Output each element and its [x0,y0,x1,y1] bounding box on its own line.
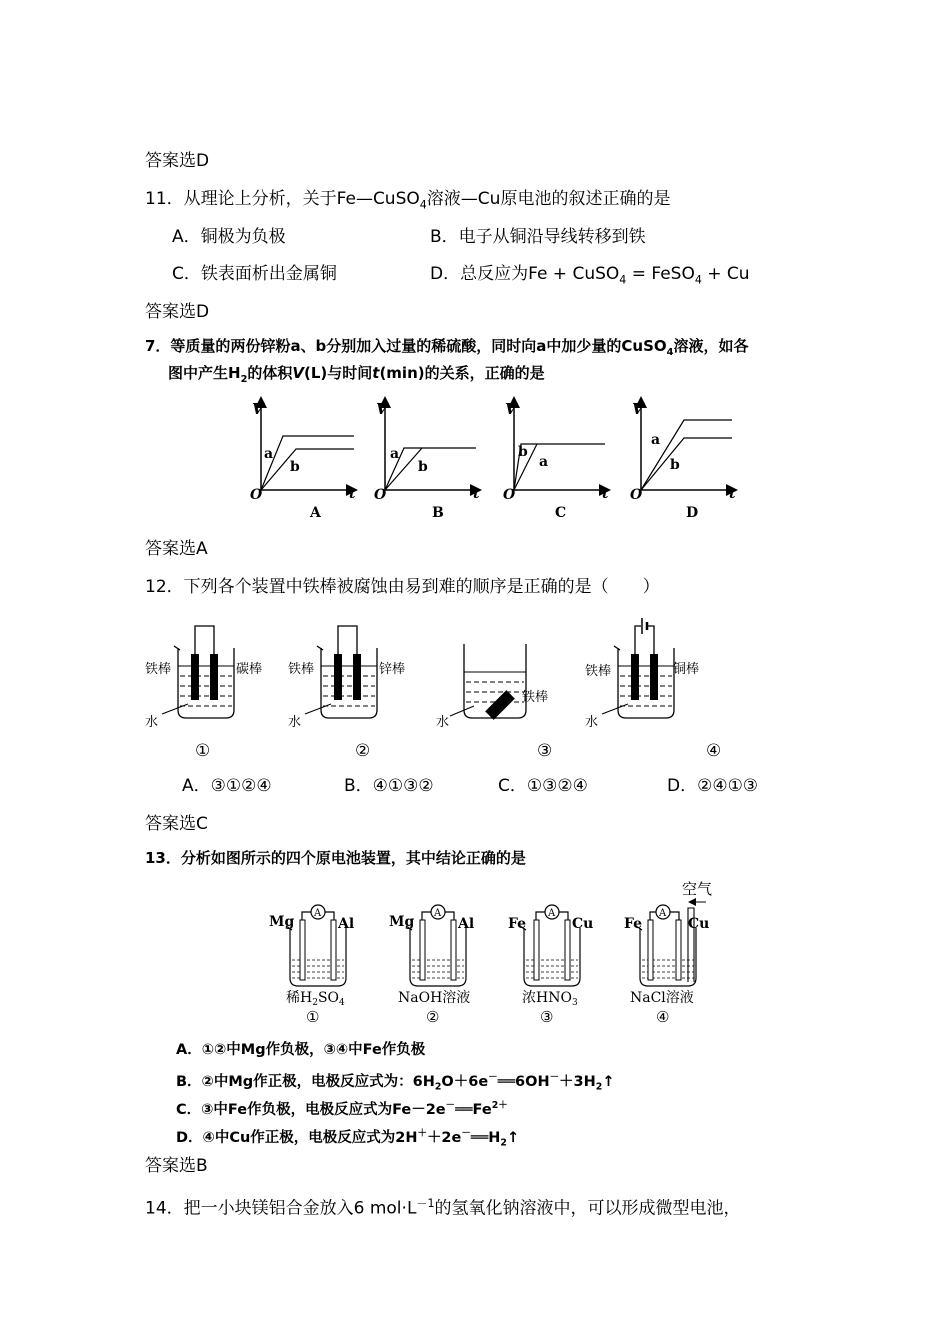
q14-stem: 14．把一小块镁铝合金放入6 $mol\cdot L^{-1}$的氢氧化钠溶液中，可以形成微型电池， [145,1197,741,1219]
q7-graph-b [366,396,491,521]
left-rod-label: 铁棒 [585,664,612,679]
graph-x-label: t [602,486,609,502]
curve-label-upper: a [264,446,274,462]
ammeter-label: A [314,908,322,919]
q12-option-a: A．③①②④ [182,776,272,796]
q11-option-b: B．电子从铜沿导线转移到铁 [430,227,646,247]
graph-x-label: t [349,486,356,502]
water-label: 水 [436,715,450,730]
solution-label: NaCl溶液 [630,990,694,1006]
right-rod-label: 锌棒 [379,662,406,677]
q13-option-b: B．②中Mg作正极，电极反应式为：$6H_2O+6e^-══6OH^-+3H_2↑$ [176,1072,615,1093]
graph-caption: D [686,505,699,521]
curve-label-lower: b [290,459,300,475]
graph-y-label: V [376,400,388,418]
graph-origin: O [374,487,387,503]
right-electrode-label: Cu [688,916,710,932]
graph-origin: O [630,487,643,503]
q13-option-c: C．③中Fe作负极，电极反应式为$Fe-2e^-══Fe^{2+}$ [176,1100,508,1118]
rod-label: 铁棒 [522,690,549,705]
graph-caption: B [432,505,444,521]
q7-graph-a [242,396,367,521]
cell-number: ① [306,1008,320,1026]
q12-option-d: D．②④①③ [667,776,759,796]
graph-y-label: V [252,400,264,418]
graph-caption: C [555,505,567,521]
left-electrode-label: Fe [624,916,643,932]
right-rod-label: 铜棒 [673,662,700,677]
air-label: 空气 [682,880,713,898]
q13-cell-4 [614,872,734,1028]
water-label: 水 [585,715,599,730]
q7-answer: 答案选A [145,539,208,559]
graph-y-label: V [505,400,517,418]
q12-device-2 [283,618,418,763]
graph-y-label: V [632,400,644,418]
left-rod-label: 铁棒 [288,662,315,677]
right-electrode-label: Al [458,916,475,932]
curve-label-lower: b [670,457,680,473]
ammeter-label: A [434,908,442,919]
graph-x-label: t [729,486,736,502]
q12-stem: 12．下列各个装置中铁棒被腐蚀由易到难的顺序是正确的是（ ） [145,577,660,597]
ammeter-label: A [548,908,556,919]
q13-option-a: A．①②中Mg作负极，③④中Fe作负极 [176,1042,426,1058]
q11-option-a: A．铜极为负极 [172,227,286,247]
q13-cell-1 [264,898,364,1028]
q11-option-c: C．铁表面析出金属铜 [172,264,337,284]
solution-label: 稀$H_2SO_4$ [286,990,345,1008]
q12-option-c: C．①③②④ [498,776,588,796]
left-electrode-label: Mg [269,914,295,930]
cell-number: ② [426,1008,440,1026]
curve-label-lower: b [418,459,428,475]
q13-stem: 13．分析如图所示的四个原电池装置，其中结论正确的是 [145,849,526,867]
right-rod-label: 碳棒 [236,662,263,677]
q13-cell-2 [384,898,484,1028]
q11-option-d: D．总反应为Fe + CuSO$_4$ = FeSO$_4$ + Cu [430,264,750,287]
right-electrode-label: Al [338,916,355,932]
q12-device-4 [578,612,728,763]
q13-cell-3 [498,898,598,1028]
curve-label-upper: a [651,432,661,448]
q11-answer: 答案选D [145,302,210,322]
solution-label: NaOH溶液 [398,990,471,1006]
q7-stem-line2: 图中产生$H_2$的体积V(L)与时间t(min)的关系，正确的是 [168,364,545,385]
graph-caption: A [310,505,321,521]
water-label: 水 [145,715,159,730]
solution-label: 浓$HNO_3$ [522,990,578,1008]
q12-device-1 [140,618,275,763]
device-number: ③ [537,741,553,761]
left-electrode-label: Fe [508,916,527,932]
q12-device-3 [430,618,565,763]
graph-x-label: t [473,486,480,502]
q12-option-b: B．④①③② [344,776,434,796]
device-number: ① [195,741,211,761]
cell-number: ③ [540,1008,554,1026]
q11-stem: 11．从理论上分析，关于Fe—CuSO$_4$溶液—Cu原电池的叙述正确的是 [145,189,671,212]
q7-stem-line1: 7．等质量的两份锌粉a、b分别加入过量的稀硫酸，同时向a中加少量的CuSO$_4$溶液，如各 [145,337,749,358]
curve-label-upper: b [518,444,528,460]
q13-answer: 答案选B [145,1156,208,1176]
q13-option-d: D．④中Cu作正极，电极反应式为$2H^++2e^-══H_2↑$ [176,1128,520,1149]
left-electrode-label: Mg [389,914,415,930]
q12-answer: 答案选C [145,814,208,834]
graph-origin: O [250,487,263,503]
curve-label-upper: a [390,446,400,462]
device-number: ② [355,741,371,761]
q7-graph-d [622,396,747,521]
left-rod-label: 铁棒 [145,662,172,677]
water-label: 水 [288,715,302,730]
ammeter-label: A [659,908,667,919]
curve-label-lower: a [539,454,549,470]
device-number: ④ [706,741,722,761]
graph-origin: O [503,487,516,503]
right-electrode-label: Cu [572,916,594,932]
cell-number: ④ [656,1008,670,1026]
q10-answer: 答案选D [145,151,210,171]
q7-graph-c [495,396,620,521]
